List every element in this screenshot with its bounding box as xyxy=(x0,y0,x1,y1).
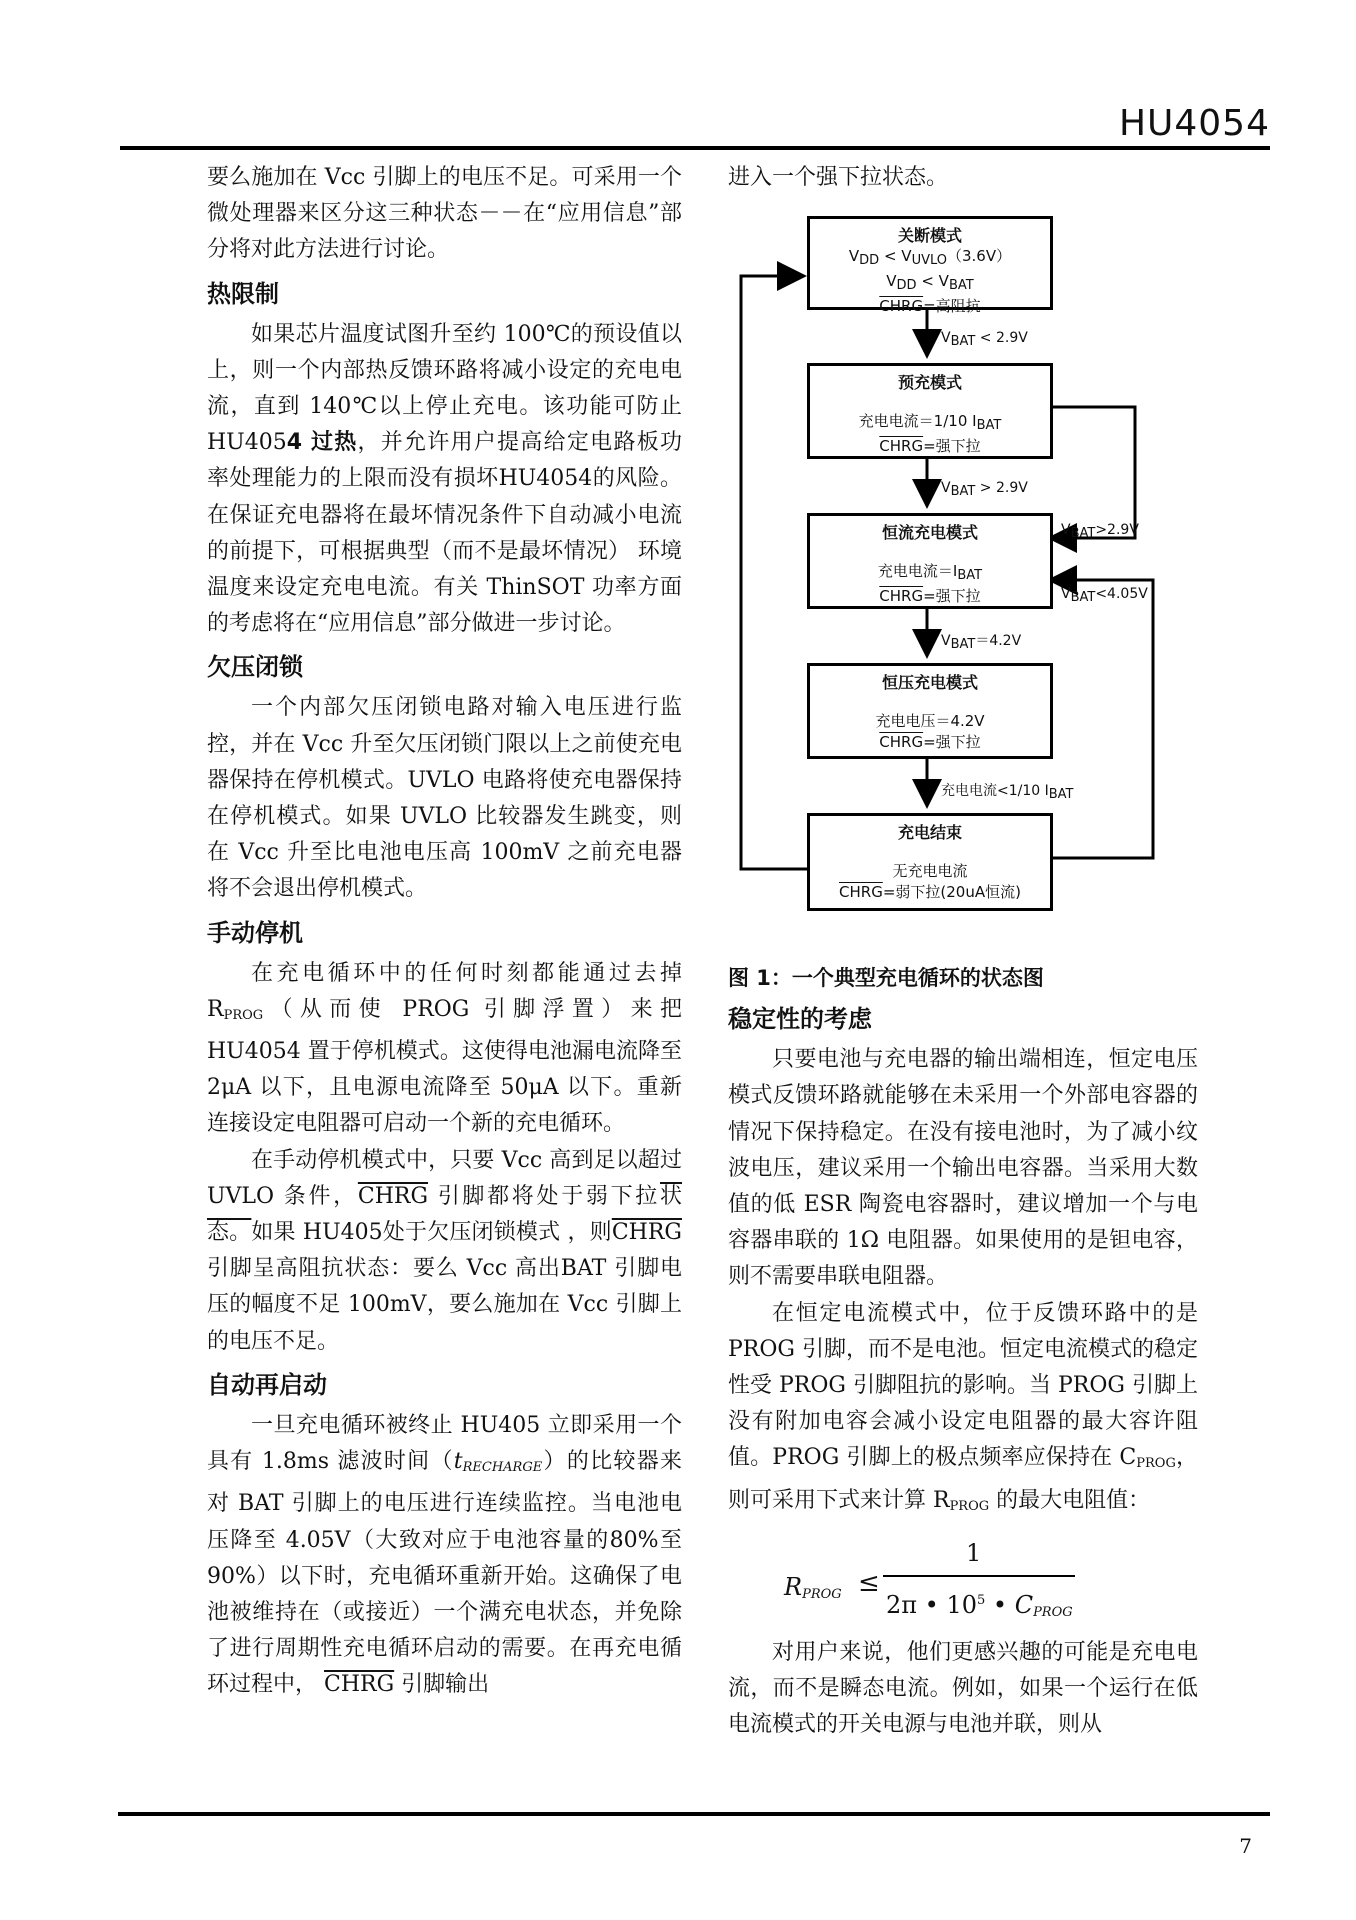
state-box-charge-end: 充电结束 无充电电流 CHRG=弱下拉(20uA恒流) xyxy=(807,813,1053,911)
heading-stability: 稳定性的考虑 xyxy=(728,1005,872,1034)
header-rule xyxy=(120,146,1270,150)
formula-fraction-bar xyxy=(883,1575,1075,1577)
formula-less-equal: ≤ xyxy=(858,1567,880,1598)
stability-paragraph-2: 在恒定电流模式中，位于反馈环路中的是 PROG 引脚，而不是电池。恒定电流模式的稳定性受 PROG 引脚阻抗的影响。当 PROG 引脚上没有附加电容会减小设定电阻器的最大容许阻值。PROG 引脚上的极点频率应保持在 $C_{PROG}$，则可采用下式来计算 $R_{PROG}$ 的最大电阻值： xyxy=(728,1300,1198,1514)
stability-paragraph-1: 只要电池与充电器的输出端相连，恒定电压模式反馈环路就能够在未采用一个外部电容器的情况下保持稳定。在没有接电池时，为了减小纹波电压，建议采用一个输出电容器。当采用大数值的低 ESR 陶瓷电容器时，建议增加一个与电容器串联的 1Ω 电阻器。如果使用的是钽电容，则不需要串联电阻器。 xyxy=(728,1047,1198,1290)
stability-paragraph-3: 对用户来说，他们更感兴趣的可能是充电电流，而不是瞬态电流。例如，如果一个运行在低电流模式的开关电源与电池并联，则从 xyxy=(728,1639,1198,1738)
charge-cycle-state-diagram xyxy=(735,208,1175,926)
state-box-shutdown: 关断模式 $V_{DD} < V_{UVLO}(3.6V)$ $V_{DD} < V_{BAT}$ CHRG=高阻抗 xyxy=(807,216,1053,310)
transition-label-3: $V_{BAT}=4.2V$ xyxy=(941,633,1022,652)
formula-lhs: $R_{PROG}$ xyxy=(784,1572,842,1602)
uvlo-paragraph: 一个内部欠压闭锁电路对输入电压进行监控，并在 Vcc 升至欠压闭锁门限以上之前使充电器保持在停机模式。UVLO 电路将使充电器保持在停机模式。如果 UVLO 比较器发生跳变，则在 Vcc 升至比电池电压高 100mV 之前充电器将不会退出停机模式。 xyxy=(207,695,682,902)
formula-denominator: 2π • $10^5$ • $C_{PROG}$ xyxy=(886,1590,1073,1620)
transition-label-4: 充电电流<1/10 $I_{BAT}$ xyxy=(941,783,1074,802)
restart-paragraph: 一旦充电循环被终止 HU405 立即采用一个具有 1.8ms 滤波时间$(t_{RECHARGE})$的比较器来对 BAT 引脚上的电压进行连续监控。当电池电压降至 4.05V（大致对应于电池容量的80%至 90%）以下时，充电循环重新开始。这确保了电池被维持在（或接近）一个满充电状态，并免除了进行周期性充电循环启动的需要。在再充电循环过程中， CHRG 引脚输出 xyxy=(207,1412,682,1698)
transition-label-1: $V_{BAT} < 2.9V$ xyxy=(941,330,1028,349)
transition-label-2: $V_{BAT} > 2.9V$ xyxy=(941,480,1028,499)
state-box-precharge: 预充模式 充电电流＝1/10 $I_{BAT}$ CHRG=强下拉 xyxy=(807,363,1053,459)
continued-paragraph: 进入一个强下拉状态。 xyxy=(728,165,949,190)
rprog-formula xyxy=(728,1535,1198,1631)
formula-numerator: 1 xyxy=(966,1538,982,1567)
heading-thermal-limit: 热限制 xyxy=(207,279,279,308)
intro-paragraph: 要么施加在 Vcc 引脚上的电压不足。可采用一个微处理器来区分这三种状态－－在“应用信息”部分将对此方法进行讨论。 xyxy=(207,165,682,263)
state-box-constant-current: 恒流充电模式 充电电流$=I_{BAT}$ CHRG=强下拉 xyxy=(807,513,1053,609)
figure-caption: 图 1：一个典型充电循环的状态图 xyxy=(728,966,1044,991)
heading-auto-restart: 自动再启动 xyxy=(207,1370,327,1399)
transition-label-5: $V_{BAT}>2.9V$ xyxy=(1061,522,1139,541)
page-header-title: HU4054 xyxy=(1118,103,1270,144)
thermal-paragraph: 如果芯片温度试图升至约 100℃的预设值以上，则一个内部热反馈环路将减小设定的充电电流，直到 140℃以上停止充电。该功能可防止HU4054 过热，并允许用户提高给定电路板功率处理能力的上限而没有损坏HU4054的风险。在保证充电器将在最坏情况条件下自动减小电流的前提下，可根据典型（而不是最坏情况） 环境温度来设定充电电流。有关 ThinSOT 功率方面的考虑将在“应用信息”部分做进一步讨论。 xyxy=(207,321,682,637)
heading-manual-shutdown: 手动停机 xyxy=(207,918,303,947)
footer-rule xyxy=(118,1812,1270,1816)
state-box-constant-voltage: 恒压充电模式 充电电压＝4.2V CHRG=强下拉 xyxy=(807,663,1053,759)
manual-paragraph-1: 在充电循环中的任何时刻都能通过去掉 $R_{PROG}$（从而使 PROG 引脚浮置）来把 HU4054 置于停机模式。这使得电池漏电流降至 2μA 以下，且电源电流降至 50μA 以下。重新连接设定电阻器可启动一个新的充电循环。 xyxy=(207,960,682,1137)
heading-uvlo: 欠压闭锁 xyxy=(207,653,303,682)
left-column xyxy=(207,160,682,1704)
manual-paragraph-2: 在手动停机模式中，只要 Vcc 高到足以超过 UVLO 条件，CHRG 引脚都将处于弱下拉状态。如果 HU405处于欠压闭锁模式 ，则CHRG 引脚呈高阻抗状态：要么 Vcc 高出BAT 引脚电压的幅度不足 100mV，要么施加在 Vcc 引脚上的电压不足。 xyxy=(207,1147,682,1354)
transition-label-6: $V_{BAT}<4.05V$ xyxy=(1061,586,1148,605)
page-number: 7 xyxy=(1239,1834,1252,1858)
